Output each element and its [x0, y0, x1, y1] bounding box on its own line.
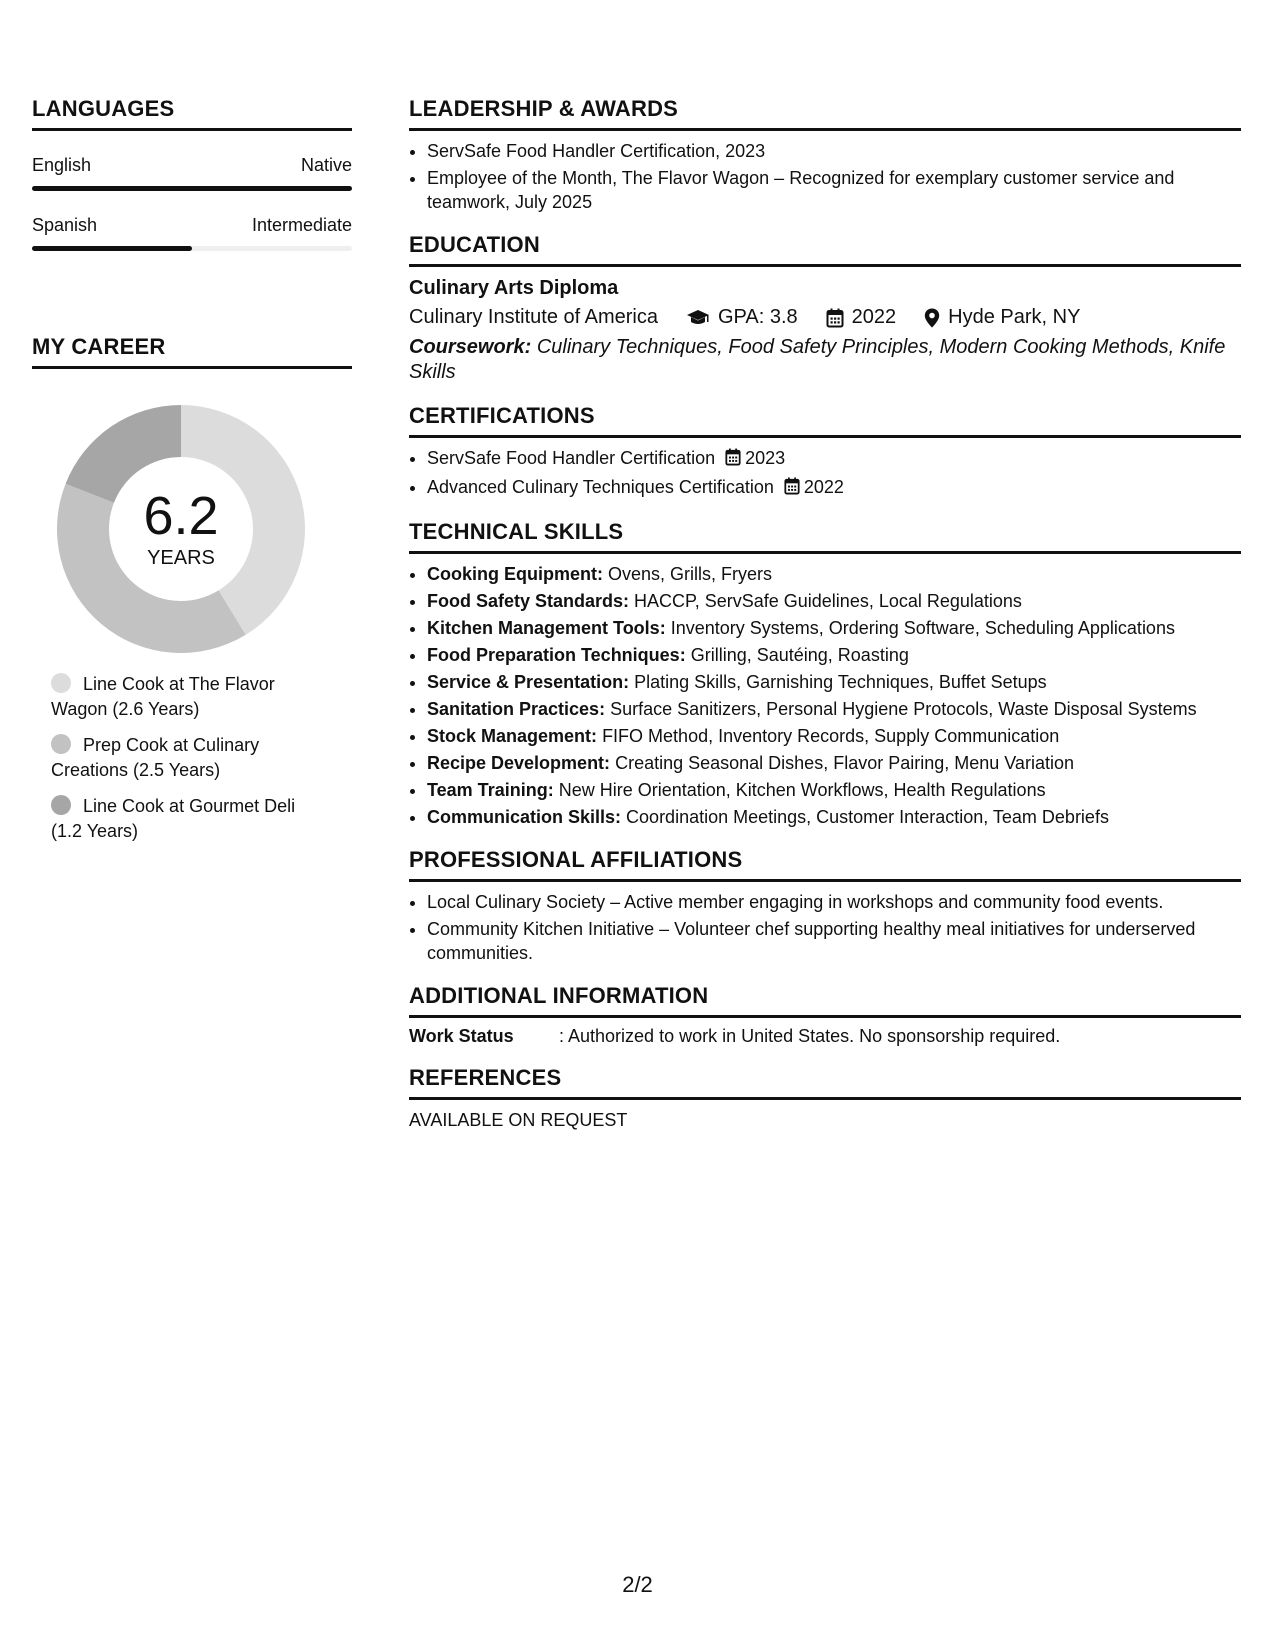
career-donut-chart [56, 404, 306, 654]
skill-category: Food Safety Standards: [427, 591, 630, 611]
skill-values: Inventory Systems, Ordering Software, Scheduling Applications [670, 618, 1175, 638]
education-location: Hyde Park, NY [948, 306, 1081, 328]
language-proficiency-fill [32, 246, 192, 251]
certification-name: ServSafe Food Handler Certification [427, 448, 716, 468]
technical-skill-item [427, 697, 1241, 721]
language-row [32, 215, 352, 236]
language-proficiency-bar [32, 246, 352, 251]
skill-category: Service & Presentation: [427, 672, 630, 692]
skill-category: Sanitation Practices: [427, 699, 606, 719]
skill-category: Stock Management: [427, 726, 598, 746]
references-text: AVAILABLE ON REQUEST [409, 1110, 628, 1130]
skill-values: FIFO Method, Inventory Records, Supply Communication [602, 726, 1060, 746]
certification-item [427, 475, 1241, 501]
main-column [409, 96, 1241, 1149]
page-number: 2/2 [622, 1572, 653, 1597]
work-status-label: Work Status [409, 1026, 514, 1046]
education-title: EDUCATION [409, 232, 1241, 267]
work-status-row [409, 1026, 1241, 1047]
legend-swatch [51, 673, 71, 693]
career-total-unit: YEARS [147, 547, 215, 569]
location-pin-icon [924, 308, 940, 328]
career-section [32, 334, 352, 841]
technical-skill-item [427, 724, 1241, 748]
languages-list [32, 155, 352, 251]
coursework-label: Coursework: [409, 336, 532, 358]
career-total-value: 6.2 [143, 486, 219, 546]
education-coursework [409, 335, 1241, 385]
skill-values: Coordination Meetings, Customer Interaction, Team Debriefs [626, 807, 1109, 827]
references-title: REFERENCES [409, 1065, 1241, 1100]
skill-values: Plating Skills, Garnishing Techniques, Buffet Setups [634, 672, 1047, 692]
skill-category: Team Training: [427, 780, 554, 800]
language-proficiency-fill [32, 186, 352, 191]
certifications-title: CERTIFICATIONS [409, 403, 1241, 438]
calendar-icon [725, 448, 741, 472]
technical-skill-item [427, 643, 1241, 667]
affiliations-section [409, 847, 1241, 965]
language-name: Spanish [32, 215, 98, 235]
education-year: 2022 [851, 306, 897, 328]
career-legend-label: Prep Cook at Culinary Creations (2.5 Years) [51, 735, 260, 780]
legend-swatch [51, 795, 71, 815]
skill-category: Food Preparation Techniques: [427, 645, 686, 665]
career-legend-item [51, 733, 331, 783]
skill-values: New Hire Orientation, Kitchen Workflows, Health Regulations [558, 780, 1046, 800]
technical-skill-item [427, 562, 1241, 586]
education-school: Culinary Institute of America [409, 306, 658, 328]
affiliations-title: PROFESSIONAL AFFILIATIONS [409, 847, 1241, 882]
certification-year: 2022 [803, 477, 844, 497]
additional-info-section [409, 983, 1241, 1047]
additional-info-title: ADDITIONAL INFORMATION [409, 983, 1241, 1018]
career-legend-item [51, 672, 331, 722]
skill-category: Cooking Equipment: [427, 564, 603, 584]
work-status-value: : Authorized to work in United States. No sponsorship required. [559, 1026, 1061, 1046]
affiliations-list [409, 890, 1241, 965]
legend-swatch [51, 734, 71, 754]
career-legend [51, 672, 331, 855]
education-section [409, 232, 1241, 385]
career-legend-label: Line Cook at Gourmet Deli (1.2 Years) [51, 796, 296, 841]
certification-item [427, 446, 1241, 472]
technical-skill-item [427, 751, 1241, 775]
leadership-item: • Employee of the Month, The Flavor Wagon – Recognized for exemplary customer service and teamwork, July 2025 [427, 166, 1241, 214]
technical-skill-item [427, 670, 1241, 694]
certification-name: Advanced Culinary Techniques Certification [427, 477, 774, 497]
calendar-icon [784, 477, 800, 501]
affiliation-item: • Local Culinary Society – Active member engaging in workshops and community food events. [427, 890, 1241, 914]
technical-skill-item [427, 589, 1241, 613]
affiliation-item: • Community Kitchen Initiative – Volunteer chef supporting healthy meal initiatives for underserved communities. [427, 917, 1241, 965]
career-title: MY CAREER [32, 334, 352, 369]
technical-skill-item [427, 616, 1241, 640]
education-details [409, 306, 1241, 329]
education-degree: Culinary Arts Diploma [409, 277, 619, 299]
graduation-cap-icon [686, 309, 710, 327]
technical-skills-list [409, 562, 1241, 829]
technical-skill-item [427, 805, 1241, 829]
skill-values: Surface Sanitizers, Personal Hygiene Protocols, Waste Disposal Systems [610, 699, 1197, 719]
certification-year: 2023 [745, 448, 786, 468]
skill-category: Kitchen Management Tools: [427, 618, 666, 638]
certifications-section [409, 403, 1241, 501]
leadership-item: • ServSafe Food Handler Certification, 2023 [427, 139, 1241, 163]
languages-section [32, 96, 352, 251]
language-row [32, 155, 352, 176]
calendar-icon [826, 308, 844, 328]
leadership-title: LEADERSHIP & AWARDS [409, 96, 1241, 131]
language-name: English [32, 155, 92, 175]
skill-category: Recipe Development: [427, 753, 611, 773]
coursework-text: Culinary Techniques, Food Safety Principles, Modern Cooking Methods, Knife Skills [409, 336, 1226, 383]
leadership-section [409, 96, 1241, 214]
technical-skills-section [409, 519, 1241, 829]
language-proficiency-bar [32, 186, 352, 191]
skill-values: Ovens, Grills, Fryers [608, 564, 773, 584]
leadership-list [409, 139, 1241, 214]
skill-category: Communication Skills: [427, 807, 622, 827]
language-level: Intermediate [251, 215, 352, 235]
technical-skills-title: TECHNICAL SKILLS [409, 519, 1241, 554]
career-legend-label: Line Cook at The Flavor Wagon (2.6 Years) [51, 674, 275, 719]
language-level: Native [300, 155, 352, 175]
skill-values: HACCP, ServSafe Guidelines, Local Regulations [634, 591, 1022, 611]
skill-values: Creating Seasonal Dishes, Flavor Pairing, Menu Variation [615, 753, 1074, 773]
certifications-list [409, 446, 1241, 501]
references-section [409, 1065, 1241, 1131]
career-legend-item [51, 794, 331, 844]
technical-skill-item [427, 778, 1241, 802]
languages-title: LANGUAGES [32, 96, 352, 131]
skill-values: Grilling, Sautéing, Roasting [690, 645, 909, 665]
education-gpa: GPA: 3.8 [718, 306, 798, 328]
